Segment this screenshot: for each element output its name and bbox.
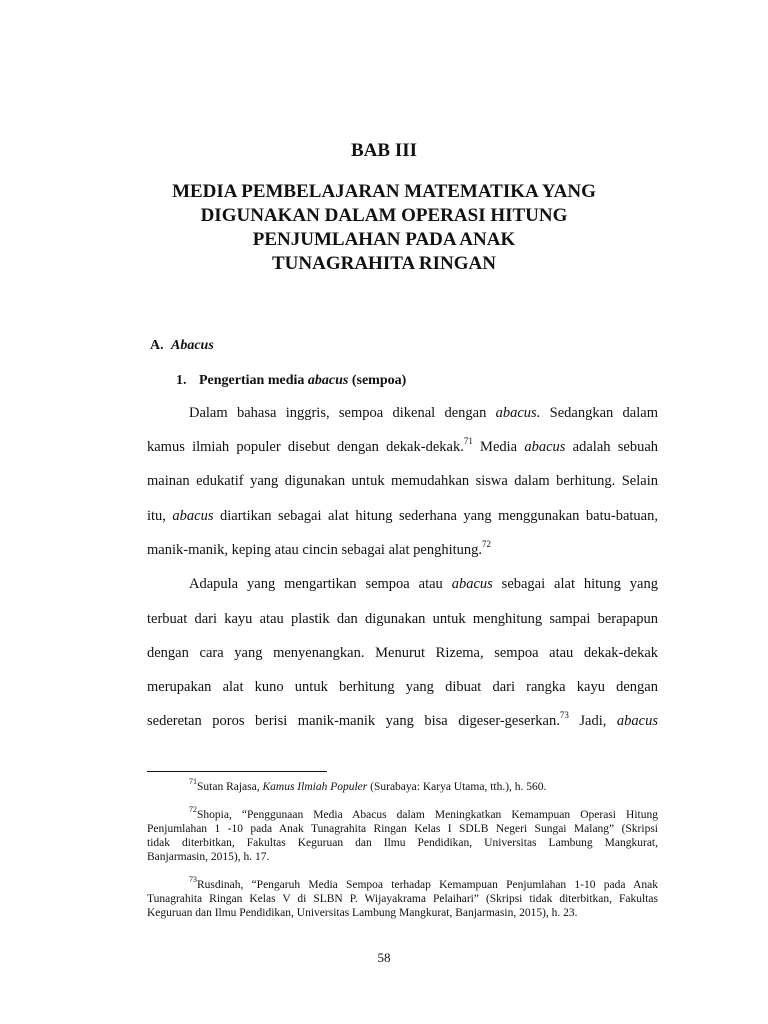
footnote-72-line: Banjarmasin, 2015), h. 17. (147, 851, 270, 863)
paragraph-line (147, 507, 658, 525)
subsection-heading (176, 373, 406, 389)
text-run: Sedangkan dalam (540, 405, 658, 421)
paragraph-line (147, 438, 658, 456)
text-run: manik-manik, keping atau cincin sebagai alat penghitung. (147, 542, 483, 558)
section-number: A. (150, 338, 164, 353)
text-run: kamus ilmiah populer disebut dengan dekak-dekak. (147, 439, 464, 455)
text-run: Adapula yang mengartikan sempoa atau (189, 576, 452, 592)
footnote-73-line: Tunagrahita Ringan Kelas V di SLBN P. Wijayakrama Pelaihari” (Skripsi tidak diterbitkan, Fakultas (147, 893, 658, 905)
footnote-72-line (189, 805, 658, 822)
paragraph-line: terbuat dari kayu atau plastik dan digunakan untuk menghitung sampai berapapun (147, 611, 658, 627)
chapter-label: BAB III (351, 140, 417, 161)
italic-run: abacus (172, 508, 214, 524)
footnote-73-line: Keguruan dan Ilmu Pendidikan, Universitas Lambung Mangkurat, Banjarmasin, 2015), h. 23. (147, 907, 578, 919)
footnote-72-line: Penjumlahan 1 -10 pada Anak Tunagrahita Ringan Kelas I SDLB Negeri Sungai Malang” (Skripsi (147, 823, 658, 835)
footnote-number: 73 (189, 875, 197, 885)
text-run: Jadi, (568, 713, 617, 729)
text-run: sebagai alat hitung yang (492, 576, 658, 592)
italic-run: abacus (524, 439, 566, 455)
text-run: itu, (147, 508, 173, 524)
footnote-number: 72 (189, 805, 197, 815)
chapter-title (140, 180, 628, 276)
subsection-number: 1. (176, 373, 187, 388)
footnote-divider (147, 771, 327, 772)
text-run: adalah sebuah (565, 439, 659, 455)
footnote-ref: 72 (482, 539, 492, 550)
paragraph-line (189, 575, 658, 593)
footnote-71 (189, 777, 658, 794)
section-heading (150, 338, 214, 354)
chapter-title-line: PENJUMLAHAN PADA ANAK (252, 229, 516, 250)
section-title: Abacus (171, 338, 214, 353)
paragraph-line (147, 712, 658, 730)
footnote-ref: 73 (559, 710, 569, 721)
subsection-title-post: (sempoa) (348, 373, 407, 388)
text-run: Media (472, 439, 525, 455)
footnote-number: 71 (189, 777, 197, 787)
text-run: Dalam bahasa inggris, sempoa dikenal dengan (189, 405, 496, 421)
subsection-title-em: abacus (307, 373, 349, 388)
italic-run: abacus (616, 713, 658, 729)
text-run: Shopia, “Penggunaan Media Abacus dalam Meningkatkan Kemampuan Operasi Hitung (197, 809, 658, 821)
text-run: (Surabaya: Karya Utama, tth.), h. 560. (367, 781, 547, 793)
footnote-ref: 71 (463, 436, 473, 447)
paragraph-line: dengan cara yang menyenangkan. Menurut Rizema, sempoa atau dekak-dekak (147, 645, 658, 661)
paragraph-line (189, 404, 658, 422)
paragraph-line: merupakan alat kuno untuk berhitung yang dibuat dari rangka kayu dengan (147, 679, 658, 695)
page-number: 58 (377, 950, 391, 965)
italic-run: Kamus Ilmiah Populer (262, 781, 368, 793)
italic-run: abacus. (495, 405, 541, 421)
chapter-title-line: DIGUNAKAN DALAM OPERASI HITUNG (200, 205, 568, 226)
footnote-72-line: tidak diterbitkan, Fakultas Keguruan dan Ilmu Pendidikan, Universitas Lambung Mangkurat, (147, 837, 658, 849)
text-run: diartikan sebagai alat hitung sederhana yang menggunakan batu-batuan, (213, 508, 658, 524)
chapter-title-line: MEDIA PEMBELAJARAN MATEMATIKA YANG (172, 181, 596, 202)
paragraph-line: mainan edukatif yang digunakan untuk memudahkan siswa dalam berhitung. Selain (147, 473, 658, 489)
subsection-title-pre: Pengertian media (199, 373, 308, 388)
paragraph-line (147, 541, 658, 559)
chapter-title-line: TUNAGRAHITA RINGAN (272, 253, 496, 274)
italic-run: abacus (451, 576, 493, 592)
text-run: Sutan Rajasa, (197, 781, 263, 793)
text-run: Rusdinah, “Pengaruh Media Sempoa terhadap Kemampuan Penjumlahan 1-10 pada Anak (197, 879, 658, 891)
footnote-73-line (189, 875, 658, 892)
text-run: sederetan poros berisi manik-manik yang bisa digeser-geserkan. (147, 713, 560, 729)
